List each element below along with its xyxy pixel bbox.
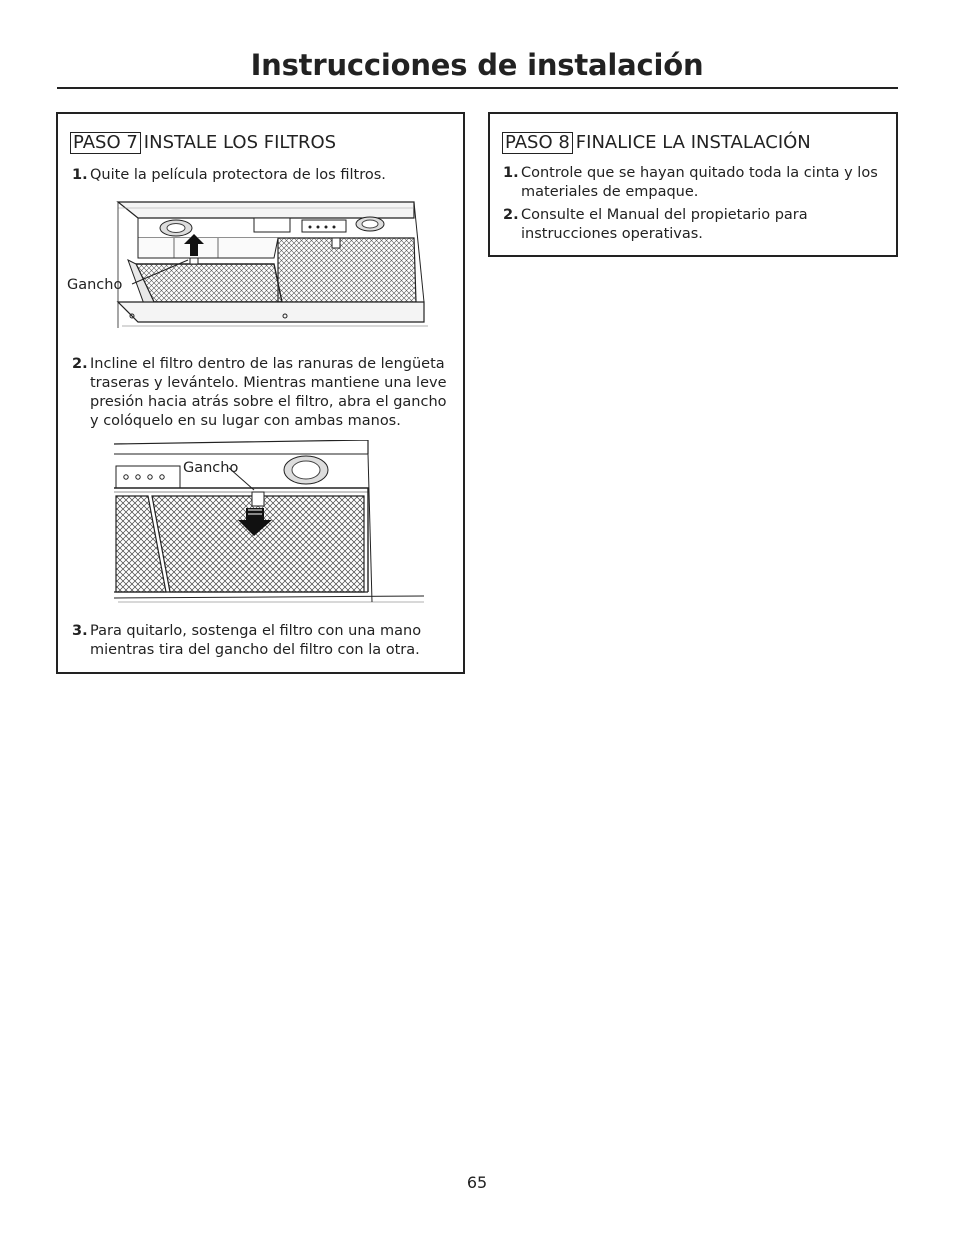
step8-item-2-num: 2. xyxy=(503,207,519,223)
figure2-filter-install-illustration xyxy=(114,440,426,610)
step7-item-2-num: 2. xyxy=(72,356,88,372)
step8-item-2-text: Consulte el Manual del propietario para instrucciones operativas. xyxy=(521,207,808,242)
step7-title: INSTALE LOS FILTROS xyxy=(143,132,337,153)
page-title: Instrucciones de instalación xyxy=(250,48,704,82)
step8-item-2 xyxy=(503,206,883,244)
title-rule xyxy=(57,87,898,89)
step8-badge: PASO 8 xyxy=(502,132,573,154)
step8-item-1-num: 1. xyxy=(503,165,519,181)
step8-heading xyxy=(502,132,811,154)
step7-box xyxy=(56,112,465,674)
step7-item-1 xyxy=(72,166,450,185)
step8-title: FINALICE LA INSTALACIÓN xyxy=(575,132,811,153)
figure1-range-hood-illustration xyxy=(114,198,432,344)
step7-item-2 xyxy=(72,355,450,431)
step7-item-1-num: 1. xyxy=(72,167,88,183)
step8-item-1-text: Controle que se hayan quitado toda la cinta y los materiales de empaque. xyxy=(521,165,878,200)
step7-item-3 xyxy=(72,622,450,660)
page-number: 65 xyxy=(466,1173,488,1192)
step7-item-1-text: Quite la película protectora de los filtros. xyxy=(90,167,386,183)
step8-box xyxy=(488,112,898,257)
figure2-hook-label: Gancho xyxy=(183,460,239,476)
step7-badge: PASO 7 xyxy=(70,132,141,154)
step7-item-2-text: Incline el filtro dentro de las ranuras de lengüeta traseras y levántelo. Mientras mantiene una leve presión hacia atrás sobre el filtro, abra el gancho y colóquelo en su lugar con ambas manos. xyxy=(90,356,447,429)
step7-heading xyxy=(70,132,336,154)
step7-item-3-text: Para quitarlo, sostenga el filtro con una mano mientras tira del gancho del filtro con la otra. xyxy=(90,623,422,658)
step8-item-1 xyxy=(503,164,883,202)
figure1-hook-label: Gancho xyxy=(67,277,123,293)
step7-item-3-num: 3. xyxy=(72,623,88,639)
